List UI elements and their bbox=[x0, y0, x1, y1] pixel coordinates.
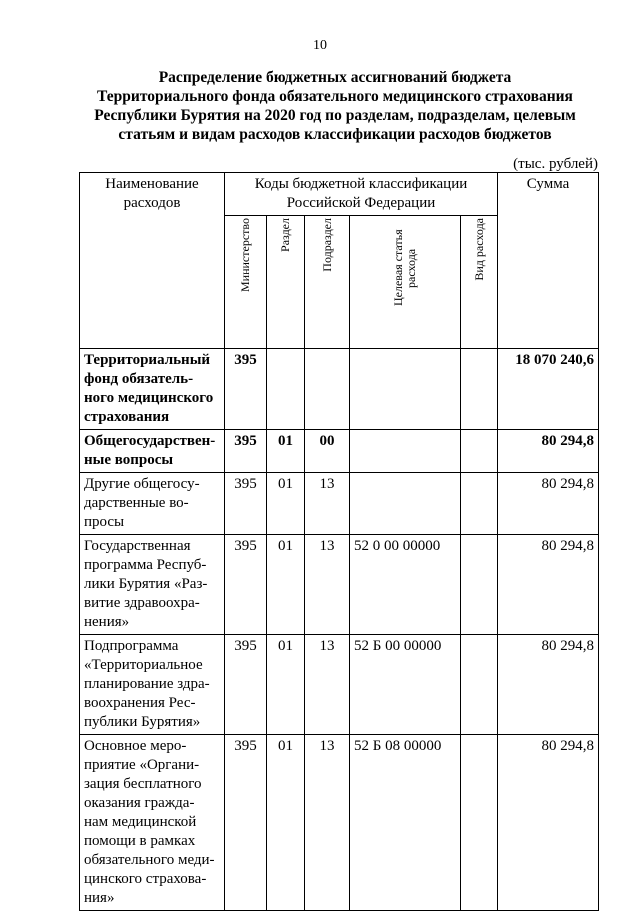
header-sum: Сумма bbox=[498, 173, 599, 349]
row-name-line: нам медицинской bbox=[84, 814, 197, 830]
row-name-line: ния» bbox=[84, 890, 115, 906]
row-name-line: лики Бурятия «Раз- bbox=[84, 576, 208, 592]
row-name-line: цинского страхова- bbox=[84, 871, 207, 887]
row-target-article: 52 0 00 00000 bbox=[350, 535, 461, 635]
row-name-line: «Территориальное bbox=[84, 657, 203, 673]
row-target-article: 52 Б 08 00000 bbox=[350, 735, 461, 911]
header-ministry bbox=[225, 216, 267, 349]
row-expense-type bbox=[461, 535, 498, 635]
header-section bbox=[267, 216, 305, 349]
row-name-line: программа Респуб- bbox=[84, 557, 207, 573]
row-target-article bbox=[350, 349, 461, 430]
row-ministry: 395 bbox=[225, 635, 267, 735]
row-section: 01 bbox=[267, 635, 305, 735]
header-expense-type bbox=[461, 216, 498, 349]
row-name-line: нения» bbox=[84, 614, 130, 630]
row-name-line: просы bbox=[84, 514, 125, 530]
row-ministry: 395 bbox=[225, 735, 267, 911]
header-ministry-text: Министерство bbox=[238, 218, 252, 292]
row-expense-type bbox=[461, 349, 498, 430]
header-codes: Коды бюджетной классификации Российской Федерации bbox=[225, 173, 498, 216]
title-line-1: Распределение бюджетных ассигнований бюджета bbox=[158, 69, 512, 86]
title-line-3: Республики Бурятия на 2020 год по разделам, подразделам, целевым bbox=[94, 107, 576, 124]
row-name-line: фонд обязатель- bbox=[84, 371, 194, 387]
row-target-article: 52 Б 00 00000 bbox=[350, 635, 461, 735]
row-ministry: 395 bbox=[225, 535, 267, 635]
row-target-article bbox=[350, 430, 461, 473]
row-ministry: 395 bbox=[225, 473, 267, 535]
table-row bbox=[80, 735, 599, 911]
row-name-line: ного медицинского bbox=[84, 390, 214, 406]
row-sum: 80 294,8 bbox=[498, 635, 599, 735]
row-expense-type bbox=[461, 473, 498, 535]
row-name-line: ные вопросы bbox=[84, 452, 174, 468]
row-section: 01 bbox=[267, 473, 305, 535]
row-expense-type bbox=[461, 635, 498, 735]
header-subsection bbox=[305, 216, 350, 349]
row-name-line: помощи в рамках bbox=[84, 833, 196, 849]
row-ministry: 395 bbox=[225, 430, 267, 473]
row-ministry: 395 bbox=[225, 349, 267, 430]
row-name-line: Другие общегосу- bbox=[84, 476, 200, 492]
table-row bbox=[80, 430, 599, 473]
row-name bbox=[80, 430, 225, 473]
row-name-line: приятие «Органи- bbox=[84, 757, 200, 773]
row-name-line: Государственная bbox=[84, 538, 191, 554]
title-line-2: Территориального фонда обязательного медицинского страхования bbox=[97, 88, 573, 105]
row-section: 01 bbox=[267, 535, 305, 635]
row-section bbox=[267, 349, 305, 430]
row-subsection: 13 bbox=[305, 473, 350, 535]
row-name-line: обязательного меди- bbox=[84, 852, 215, 868]
header-target-article-text: Целевая статья расхода bbox=[391, 229, 418, 307]
row-section: 01 bbox=[267, 430, 305, 473]
budget-table bbox=[79, 172, 599, 911]
document-title bbox=[70, 68, 600, 144]
row-sum: 80 294,8 bbox=[498, 535, 599, 635]
row-name-line: планирование здра- bbox=[84, 676, 210, 692]
header-subsection-text: Подраздел bbox=[319, 218, 334, 272]
row-subsection: 13 bbox=[305, 635, 350, 735]
row-name-line: воохранения Рес- bbox=[84, 695, 196, 711]
row-name bbox=[80, 635, 225, 735]
row-subsection: 00 bbox=[305, 430, 350, 473]
row-sum: 18 070 240,6 bbox=[498, 349, 599, 430]
row-name bbox=[80, 535, 225, 635]
row-expense-type bbox=[461, 735, 498, 911]
title-line-4: статьям и видам расходов классификации расходов бюджетов bbox=[118, 126, 552, 143]
row-name-line: дарственные во- bbox=[84, 495, 189, 511]
row-name-line: публики Бурятия» bbox=[84, 714, 201, 730]
row-subsection: 13 bbox=[305, 735, 350, 911]
row-subsection bbox=[305, 349, 350, 430]
table-body bbox=[80, 349, 599, 911]
row-name-line: Основное меро- bbox=[84, 738, 187, 754]
row-name bbox=[80, 473, 225, 535]
row-name-line: зация бесплатного bbox=[84, 776, 202, 792]
row-name bbox=[80, 349, 225, 430]
units-note: (тыс. рублей) bbox=[513, 156, 598, 172]
table-row bbox=[80, 535, 599, 635]
row-section: 01 bbox=[267, 735, 305, 911]
row-target-article bbox=[350, 473, 461, 535]
row-name-line: Общегосударствен- bbox=[84, 433, 216, 449]
row-name-line: витие здравоохра- bbox=[84, 595, 200, 611]
row-sum: 80 294,8 bbox=[498, 735, 599, 911]
header-name: Наименование расходов bbox=[80, 173, 225, 349]
row-name-line: Территориальный bbox=[84, 352, 211, 368]
table-row bbox=[80, 349, 599, 430]
row-sum: 80 294,8 bbox=[498, 430, 599, 473]
row-name-line: страхования bbox=[84, 409, 170, 425]
page-number: 10 bbox=[313, 38, 327, 53]
row-expense-type bbox=[461, 430, 498, 473]
table-row bbox=[80, 473, 599, 535]
row-name bbox=[80, 735, 225, 911]
row-name-line: оказания гражда- bbox=[84, 795, 195, 811]
header-section-text: Раздел bbox=[278, 218, 292, 252]
row-name-line: Подпрограмма bbox=[84, 638, 179, 654]
table-row bbox=[80, 635, 599, 735]
row-subsection: 13 bbox=[305, 535, 350, 635]
row-sum: 80 294,8 bbox=[498, 473, 599, 535]
header-target-article bbox=[350, 216, 461, 349]
header-expense-type-text: Вид расхода bbox=[471, 218, 486, 281]
